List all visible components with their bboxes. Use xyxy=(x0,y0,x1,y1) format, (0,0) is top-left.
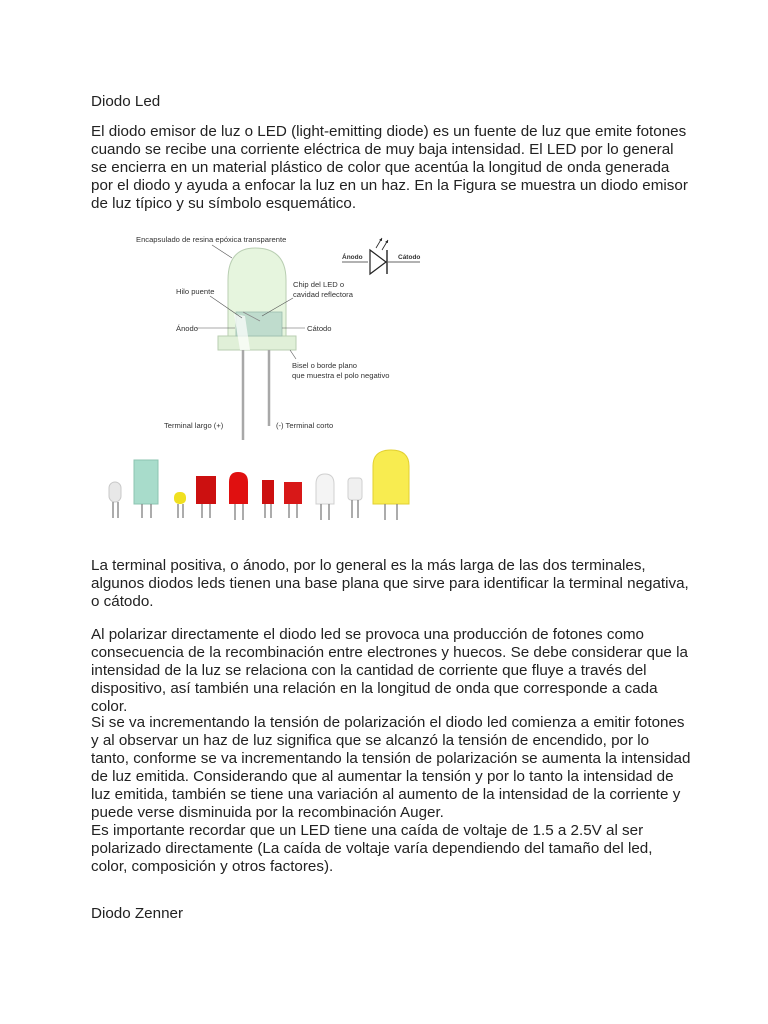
label-terminal-largo: Terminal largo (+) xyxy=(164,421,224,430)
led-red-square-1 xyxy=(196,476,216,518)
paragraph-polarizar: Al polarizar directamente el diodo led se provoca una producción de fotones como consecuencia de la recombinación entre electrones y huecos. Se debe considerar que la intensidad de la luz se relaciona con la cantidad de corriente que fluye a través del dispositivo, así también una relación en la longitud de onda que corresponde a cada color. xyxy=(91,626,688,715)
led-body xyxy=(218,248,296,350)
led-diagram-figure xyxy=(100,228,430,520)
led-yellow-large xyxy=(373,450,409,520)
label-bisel-1: Bisel o borde plano xyxy=(292,361,358,370)
led-photo-row xyxy=(109,450,409,520)
paragraph-voltaje: Es importante recordar que un LED tiene una caída de voltaje de 1.5 a 2.5V al ser polarizado directamente (La caída de voltaje varía dependiendo del tamaño del led, color, composición y otros factores). xyxy=(91,822,653,875)
symbol-anodo-label: Ánodo xyxy=(342,254,363,261)
led-red-round xyxy=(229,472,248,520)
led-green-square xyxy=(134,460,158,518)
paragraph-intro: El diodo emisor de luz o LED (light-emitting diode) es un fuente de luz que emite fotones cuando se recibe una corriente eléctrica de muy baja intensidad. El LED por lo general se encierra en un material plástico de color que acentúa la longitud de onda generada por el diodo y ayuda a enfocar la luz en un haz. En la Figura se muestra un diodo emisor de luz típico y su símbolo esquemático. xyxy=(91,123,688,212)
led-yellow-small xyxy=(174,492,186,518)
led-red-square-2 xyxy=(262,480,274,518)
heading-diodo-led: Diodo Led xyxy=(91,93,161,110)
label-chip-1: Chip del LED o xyxy=(293,280,345,289)
heading-diodo-zenner: Diodo Zenner xyxy=(91,905,184,922)
label-terminal-corto: (-) Terminal corto xyxy=(276,421,334,430)
led-clear-flat xyxy=(348,478,362,518)
paragraph-terminal: La terminal positiva, o ánodo, por lo general es la más larga de las dos terminales, algunos diodos leds tienen una base plana que sirve para identificar la terminal negativa, o cátodo. xyxy=(91,557,689,610)
led-white-round xyxy=(316,474,334,520)
led-clear-small xyxy=(109,482,121,518)
led-schematic-symbol xyxy=(342,238,420,274)
label-bisel-2: que muestra el polo negativo xyxy=(292,371,390,380)
led-red-square-3 xyxy=(284,482,302,518)
label-hilo: Hilo puente xyxy=(176,287,215,296)
label-anodo: Ánodo xyxy=(176,324,198,333)
label-catodo: Cátodo xyxy=(307,324,332,333)
label-chip-2: cavidad reflectora xyxy=(293,290,353,299)
label-encapsulado: Encapsulado de resina epóxica transparente xyxy=(136,235,287,244)
symbol-catodo-label: Cátodo xyxy=(398,254,421,261)
paragraph-tension: Si se va incrementando la tensión de polarización el diodo led comienza a emitir fotones y al observar un haz de luz significa que se alcanzó la tensión de encendido, por lo tanto, conforme se va incrementando la tensión de polarización se aumenta la intensidad de luz emitida. Considerando que al aumentar la tensión y por lo tanto la intensidad de luz emitida, también se tiene una variación al aumento de la intensidad de la corriente y puede verse disminuida por la recombinación Auger. xyxy=(91,714,691,821)
